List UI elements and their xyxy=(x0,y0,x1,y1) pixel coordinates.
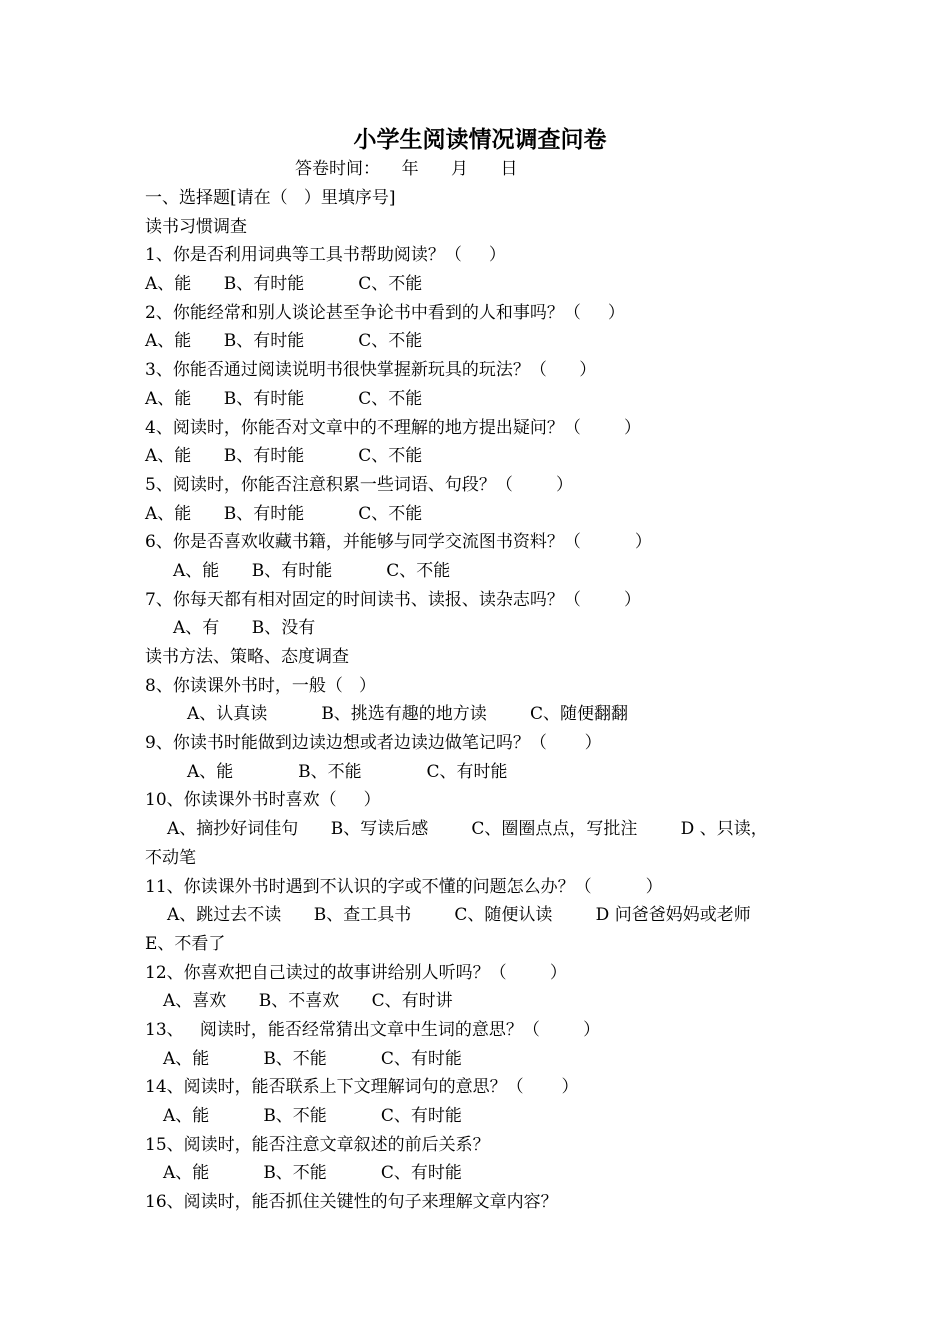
text-line: A、能 B、有时能 C、不能 xyxy=(173,560,451,581)
text-line: 15、阅读时，能否注意文章叙述的前后关系？ xyxy=(145,1134,490,1155)
text-line: 6、你是否喜欢收藏书籍，并能够与同学交流图书资料？（ ） xyxy=(145,532,652,553)
text-line: 1、你是否利用词典等工具书帮助阅读？（ ） xyxy=(145,245,506,266)
text-line: A、摘抄好词佳句 B、写读后感 C、圈圈点点，写批注 D 、只读， xyxy=(167,819,768,840)
text-line: 16、阅读时，能否抓住关键性的句子来理解文章内容？ xyxy=(145,1192,558,1213)
answer-date-line: 答卷时间： 年 月 日 xyxy=(295,159,518,179)
text-line: 8、你读课外书时，一般（ ） xyxy=(145,675,377,696)
text-line: E、不看了 xyxy=(145,933,226,954)
text-line: A、能 B、不能 C、有时能 xyxy=(163,1163,462,1184)
text-line: 13、 阅读时，能否经常猜出文章中生词的意思？（ ） xyxy=(145,1019,601,1040)
text-line: A、能 B、有时能 C、不能 xyxy=(145,274,423,295)
text-line: A、能 B、有时能 C、不能 xyxy=(145,503,423,524)
text-line: A、认真读 B、挑选有趣的地方读 C、随便翻翻 xyxy=(187,704,629,725)
text-line: A、能 B、有时能 C、不能 xyxy=(145,331,423,352)
text-line: A、喜欢 B、不喜欢 C、有时讲 xyxy=(163,991,453,1012)
text-line: 一、选择题[请在（ ）里填序号] xyxy=(145,188,396,208)
text-line: 10、你读课外书时喜欢（ ） xyxy=(145,790,381,811)
text-line: 读书方法、策略、态度调查 xyxy=(145,647,349,667)
text-line: 5、阅读时，你能否注意积累一些词语、句段？（ ） xyxy=(145,474,574,495)
text-line: 4、阅读时，你能否对文章中的不理解的地方提出疑问？（ ） xyxy=(145,417,642,438)
text-line: 12、你喜欢把自己读过的故事讲给别人听吗？（ ） xyxy=(145,962,567,983)
text-line: A、有 B、没有 xyxy=(173,618,316,639)
text-line: A、能 B、不能 C、有时能 xyxy=(187,761,508,782)
text-line: 14、阅读时，能否联系上下文理解词句的意思？（ ） xyxy=(145,1077,579,1098)
text-line: A、跳过去不读 B、查工具书 C、随便认读 D 问爸爸妈妈或老师 xyxy=(167,905,751,926)
page-title: 小学生阅读情况调查问卷 xyxy=(353,126,607,153)
text-line: A、能 B、不能 C、有时能 xyxy=(163,1048,462,1069)
text-line: 11、你读课外书时遇到不认识的字或不懂的问题怎么办？（ ） xyxy=(145,876,663,897)
text-line: 3、你能否通过阅读说明书很快掌握新玩具的玩法？（ ） xyxy=(145,360,597,381)
text-line: 7、你每天都有相对固定的时间读书、读报、读杂志吗？（ ） xyxy=(145,589,642,610)
text-line: 不动笔 xyxy=(145,847,196,868)
text-line: 2、你能经常和别人谈论甚至争论书中看到的人和事吗？（ ） xyxy=(145,302,625,323)
text-line: A、能 B、不能 C、有时能 xyxy=(163,1106,462,1126)
questionnaire-body xyxy=(145,184,825,1217)
text-line: 读书习惯调查 xyxy=(145,216,247,237)
text-line: A、能 B、有时能 C、不能 xyxy=(145,446,423,467)
text-line: A、能 B、有时能 C、不能 xyxy=(145,388,423,409)
text-line: 9、你读书时能做到边读边想或者边读边做笔记吗？（ ） xyxy=(145,733,602,754)
